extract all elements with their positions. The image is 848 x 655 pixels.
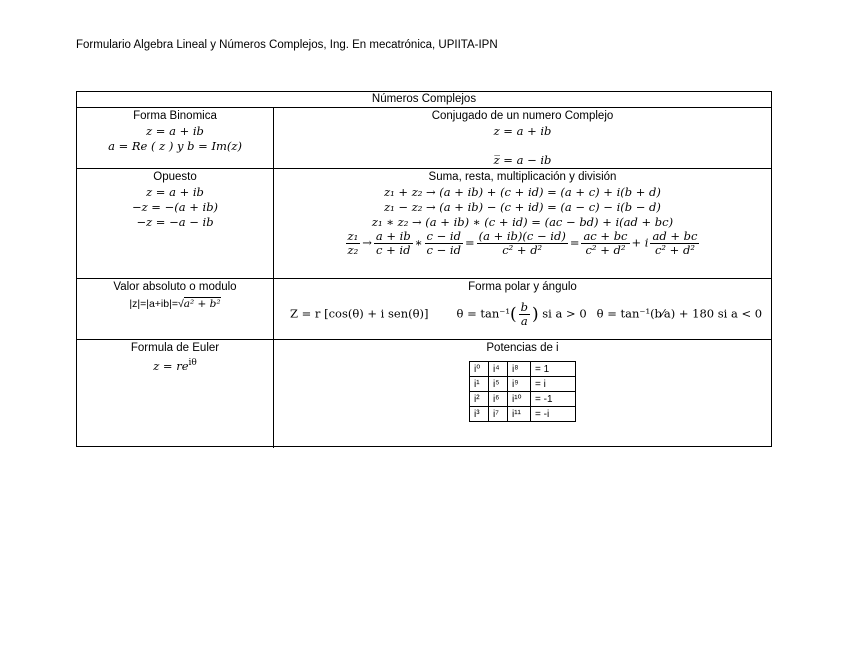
conjugate-eq-2: z̅ = a − ib — [493, 153, 552, 167]
power-cell: i² — [470, 392, 489, 407]
division-eq — [274, 230, 771, 257]
division-plus-i: + i — [631, 235, 649, 250]
modulus-radicand: a² + b² — [183, 298, 221, 310]
section-title: Números Complejos — [371, 93, 477, 105]
table-row — [470, 377, 576, 392]
row-operations — [77, 168, 771, 279]
powers-of-i-table — [469, 361, 576, 422]
division-frac-imag: $\frac{ad + bc}{\text{c² + d²}}$ — [652, 229, 698, 257]
euler-eq — [77, 356, 273, 374]
angle-eq-2: θ = tan⁻¹(b⁄a) + 180 si a < 0 — [596, 306, 763, 321]
power-value: = -1 — [531, 392, 576, 407]
subtraction-eq: z₁ − z₂ → (a + ib) − (c + id) = (a − c) − i(b − d) — [384, 200, 661, 214]
cell-conjugate — [274, 108, 771, 169]
cell-arithmetic — [274, 169, 771, 279]
division-star: ∗ — [414, 235, 423, 250]
opposite-eq-3: −z = −a − ib — [136, 215, 214, 229]
power-cell: i¹⁰ — [508, 392, 531, 407]
division-equals-2: = — [569, 235, 580, 250]
power-cell: i⁹ — [508, 377, 531, 392]
binomial-eq-2: a = Re ( z ) y b = Im(z) — [108, 139, 242, 153]
euler-base: z = re — [153, 359, 189, 373]
cell-modulus — [77, 279, 274, 340]
row-binomial — [77, 107, 771, 169]
power-cell: i⁵ — [489, 377, 508, 392]
opposite-eq-1: z = a + ib — [146, 185, 204, 199]
power-cell: i¹¹ — [508, 407, 531, 422]
table-row — [470, 362, 576, 377]
conjugate-title: Conjugado de un numero Complejo — [431, 110, 614, 122]
polar-eq: Z = r [cos(θ) + i sen(θ)] — [290, 306, 429, 321]
sqrt-icon: √ — [177, 298, 184, 310]
modulus-eq — [77, 297, 273, 312]
division-frac-ab: $\frac{a + ib}{c + id}$ — [375, 229, 411, 257]
document-header: Formulario Algebra Lineal y Números Complejos, Ing. En mecatrónica, UPIITA-IPN — [76, 39, 498, 51]
modulus-title: Valor absoluto o modulo — [113, 281, 237, 293]
power-cell: i⁰ — [470, 362, 489, 377]
table-row — [470, 392, 576, 407]
cell-powers-of-i — [274, 340, 771, 448]
division-equals-1: = — [464, 235, 475, 250]
sum-eq: z₁ + z₂ → (a + ib) + (c + id) = (a + c) + i(b + d) — [384, 185, 661, 199]
row-euler-powers — [77, 339, 771, 448]
arithmetic-title: Suma, resta, multiplicación y división — [428, 171, 617, 183]
power-value: = 1 — [531, 362, 576, 377]
polar-formulas: Z = r [cos(θ) + i sen(θ)] θ = tan⁻¹( $\frac{b}{a}$ ) si a > 0 θ = tan⁻¹(b⁄a) + 180 si a < 0 — [290, 300, 763, 328]
power-cell: i³ — [470, 407, 489, 422]
modulus-prefix: |z|=|a+ib|= — [129, 298, 178, 310]
row-modulus-polar — [77, 278, 771, 340]
multiplication-eq: z₁ ∗ z₂ → (a + ib) ∗ (c + id) = (ac − bd) + i(ad + bc) — [371, 215, 674, 229]
power-value: = -i — [531, 407, 576, 422]
binomial-title: Forma Binomica — [133, 110, 217, 122]
power-cell: i⁶ — [489, 392, 508, 407]
division-frac-product: $\frac{(a + ib)(c - id)}{\text{c² + d²}}$ — [478, 229, 566, 257]
opposite-eq-2: −z = −(a + ib) — [131, 200, 219, 214]
table-row — [470, 407, 576, 422]
power-cell: i⁸ — [508, 362, 531, 377]
binomial-eq-1: z = a + ib — [146, 124, 204, 138]
euler-title: Formula de Euler — [130, 342, 220, 354]
angle-eq-1-frac: $\frac{b}{a}$ — [520, 300, 528, 328]
power-value: = i — [531, 377, 576, 392]
power-cell: i¹ — [470, 377, 489, 392]
conjugate-eq-1: z = a + ib — [493, 124, 552, 138]
cell-polar — [274, 279, 771, 340]
division-arrow: → — [362, 235, 372, 250]
division-frac-z: $\frac{\text{z₁}}{\text{z₂}}$ — [347, 229, 359, 257]
cell-opposite — [77, 169, 274, 279]
angle-eq-1-prefix: θ = tan⁻¹ — [456, 306, 510, 321]
power-cell: i⁴ — [489, 362, 508, 377]
opposite-title: Opuesto — [153, 171, 197, 183]
division-frac-real: $\frac{ac + bc}{\text{c² + d²}}$ — [583, 229, 628, 257]
cell-euler — [77, 340, 274, 448]
division-frac-conj: $\frac{c - id}{c - id}$ — [426, 229, 461, 257]
euler-exponent: iθ — [188, 358, 197, 368]
polar-title: Forma polar y ángulo — [468, 281, 577, 293]
complex-numbers-table — [76, 91, 772, 447]
power-cell: i⁷ — [489, 407, 508, 422]
cell-binomial — [77, 108, 274, 169]
powers-title: Potencias de i — [486, 342, 559, 354]
angle-eq-1-condition: si a > 0 — [542, 306, 587, 321]
